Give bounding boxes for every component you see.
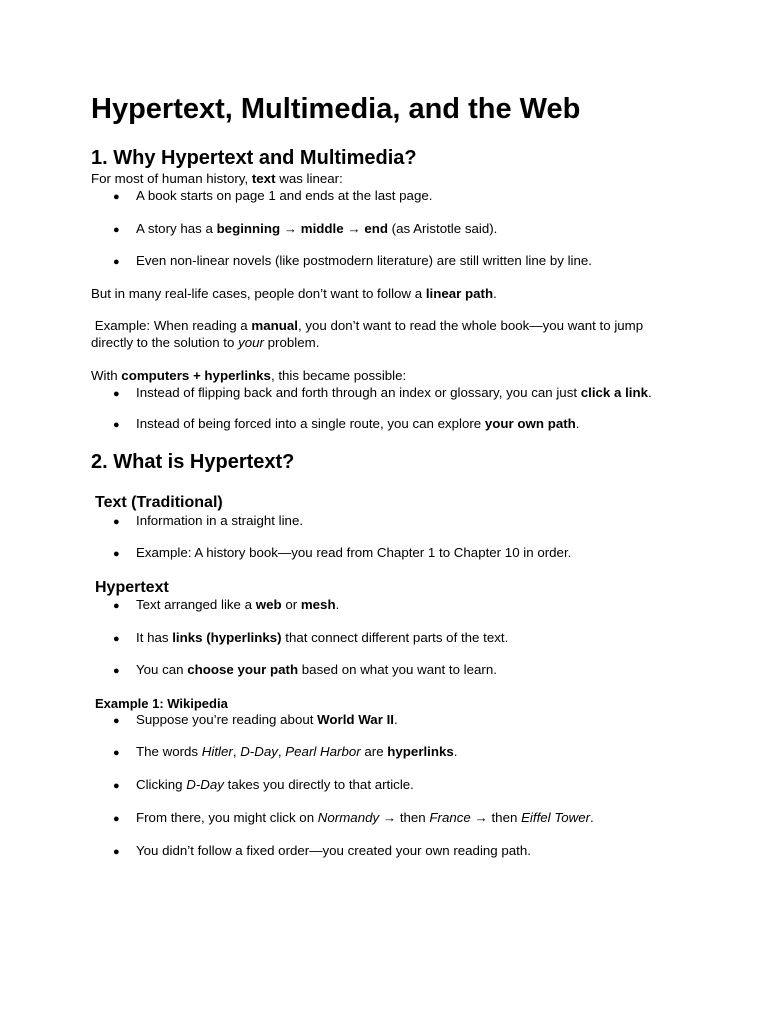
bullet-icon: ●	[113, 846, 120, 858]
text-run: Suppose you’re reading about	[136, 712, 318, 727]
list-item	[136, 597, 339, 613]
italic-run: Hitler	[201, 744, 233, 759]
bullet-icon: ●	[113, 419, 120, 431]
section-2-heading: 2. What is Hypertext?	[91, 451, 295, 473]
text-run: The words	[136, 744, 202, 759]
text-run: →	[343, 221, 365, 236]
bullet-icon: ●	[113, 548, 120, 560]
bullet-icon: ●	[113, 715, 120, 727]
text-run: A book starts on page 1 and ends at the last page.	[136, 188, 433, 203]
text-run: directly to the solution to	[91, 335, 239, 350]
text-run: problem.	[263, 335, 320, 350]
text-run: →	[280, 221, 301, 236]
italic-run: Eiffel Tower	[521, 810, 591, 825]
bullet-icon: ●	[113, 256, 120, 268]
bullet-icon: ●	[113, 665, 120, 677]
bold-run: your own path	[484, 416, 576, 431]
text-run: But in many real-life cases, people don’t want to follow a	[91, 286, 426, 301]
section-1-heading: 1. Why Hypertext and Multimedia?	[91, 147, 417, 169]
text-run: Text arranged like a	[136, 597, 256, 612]
italic-run: France	[429, 810, 471, 825]
bold-run: links (hyperlinks)	[172, 630, 282, 645]
text-run: (as Aristotle said).	[387, 221, 498, 236]
bullet-icon: ●	[113, 633, 120, 645]
text-run: .	[393, 712, 398, 727]
bold-run: choose your path	[187, 662, 299, 677]
text-run: , this became possible:	[270, 368, 407, 383]
list-item	[136, 545, 571, 561]
text-run: You didn’t follow a fixed order—you created your own reading path.	[136, 843, 531, 858]
text-run: Information in a straight line.	[136, 513, 304, 528]
text-run: → then	[470, 810, 522, 825]
text-run: → then	[379, 810, 430, 825]
text-run: For most of human history,	[91, 171, 252, 186]
bold-run: end	[364, 221, 388, 236]
hypertext-heading: Hypertext	[95, 579, 169, 596]
text-run: You can	[136, 662, 188, 677]
text-run: Clicking	[136, 777, 187, 792]
text-run: that connect different parts of the text.	[281, 630, 509, 645]
page-title: Hypertext, Multimedia, and the Web	[91, 93, 581, 125]
list-item	[136, 188, 432, 204]
example-paragraph-line	[91, 318, 643, 334]
bullet-icon: ●	[113, 224, 120, 236]
text-run: takes you directly to that article.	[223, 777, 414, 792]
text-run: or	[281, 597, 301, 612]
list-item	[136, 777, 414, 793]
bold-run: hyperlinks	[387, 744, 454, 759]
italic-run: Pearl Harbor	[285, 744, 361, 759]
list-item	[136, 662, 497, 678]
bold-run: manual	[251, 318, 298, 333]
text-run: With	[91, 368, 122, 383]
text-run: ,	[232, 744, 241, 759]
bullet-icon: ●	[113, 388, 120, 400]
text-run: .	[590, 810, 594, 825]
list-item	[136, 712, 398, 728]
bullet-icon: ●	[113, 191, 120, 203]
text-run: Example: When reading a	[91, 318, 252, 333]
text-run: .	[453, 744, 458, 759]
example-paragraph-line	[91, 335, 319, 351]
bold-run: text	[251, 171, 276, 186]
text-run: ,	[277, 744, 286, 759]
text-run: A story has a	[136, 221, 217, 236]
list-item	[136, 385, 652, 401]
bold-run: click a link	[580, 385, 648, 400]
bullet-icon: ●	[113, 516, 120, 528]
list-item	[136, 221, 497, 237]
bullet-icon: ●	[113, 780, 120, 792]
text-run: based on what you want to learn.	[298, 662, 497, 677]
text-run: was linear:	[275, 171, 343, 186]
list-item	[136, 253, 592, 269]
italic-run: your	[238, 335, 264, 350]
italic-run: D-Day	[240, 744, 278, 759]
text-run: .	[493, 286, 497, 301]
bold-run: linear path	[425, 286, 494, 301]
text-run: It has	[136, 630, 173, 645]
text-run: .	[648, 385, 652, 400]
bold-run: computers + hyperlinks	[121, 368, 271, 383]
text-traditional-heading: Text (Traditional)	[95, 494, 223, 511]
text-run: From there, you might click on	[136, 810, 318, 825]
with-paragraph	[91, 368, 406, 384]
text-run: Even non-linear novels (like postmodern literature) are still written line by line.	[136, 253, 592, 268]
list-item	[136, 810, 594, 826]
text-run: Instead of flipping back and forth through an index or glossary, you can just	[136, 385, 581, 400]
but-paragraph	[91, 286, 497, 302]
list-item	[136, 630, 508, 646]
bold-run: web	[255, 597, 282, 612]
text-run: Example: A history book—you read from Chapter 1 to Chapter 10 in order.	[136, 545, 572, 560]
italic-run: Normandy	[317, 810, 380, 825]
list-item	[136, 416, 579, 432]
list-item	[136, 744, 458, 760]
text-run: Instead of being forced into a single route, you can explore	[136, 416, 485, 431]
text-run: .	[335, 597, 340, 612]
text-run: , you don’t want to read the whole book—you want to jump	[297, 318, 644, 333]
bold-run: beginning	[216, 221, 281, 236]
bold-run: mesh	[300, 597, 336, 612]
bullet-icon: ●	[113, 813, 120, 825]
bullet-icon: ●	[113, 600, 120, 612]
italic-run: D-Day	[186, 777, 224, 792]
list-item	[136, 843, 531, 859]
bold-run: middle	[300, 221, 344, 236]
intro-paragraph	[91, 171, 343, 187]
bold-run: World War II	[317, 712, 394, 727]
bullet-icon: ●	[113, 747, 120, 759]
text-run: .	[575, 416, 580, 431]
text-run: are	[360, 744, 388, 759]
list-item	[136, 513, 303, 529]
example-1-heading: Example 1: Wikipedia	[95, 696, 228, 711]
